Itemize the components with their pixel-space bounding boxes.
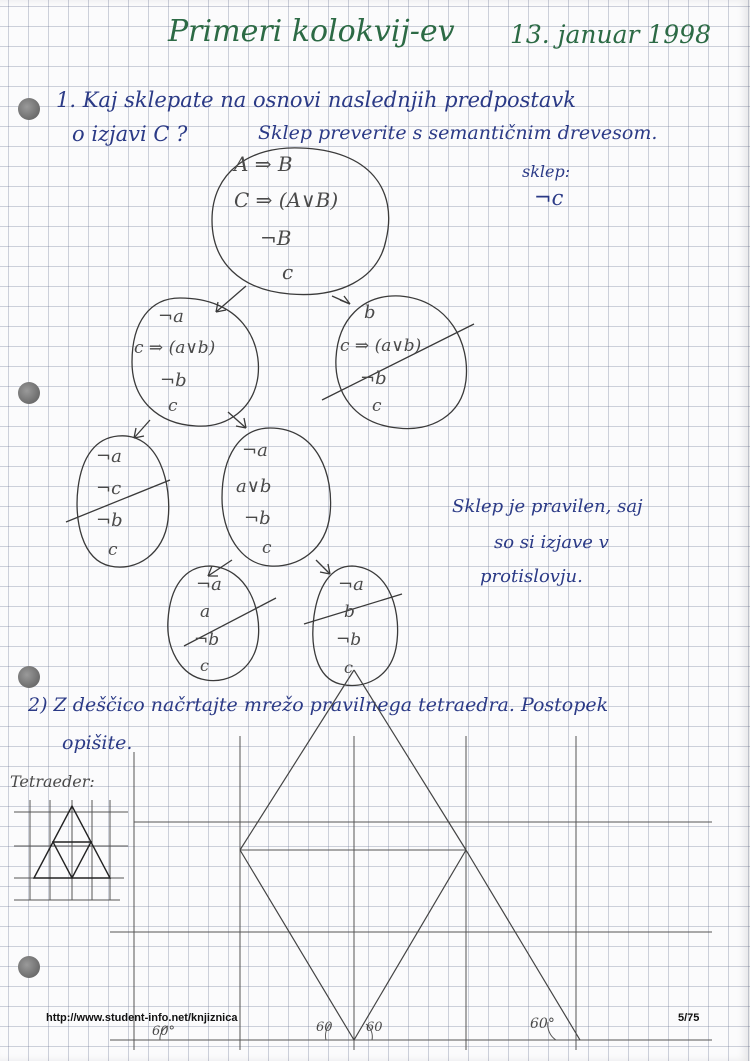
conclusion-note-1: Sklep je pravilen, saj (452, 496, 643, 517)
root-formula-1: A ⇒ B (234, 152, 293, 176)
lr-formula-3: ¬b (244, 508, 271, 529)
ll-formula-1: ¬a (96, 446, 122, 467)
lr-formula-2: a∨b (236, 476, 272, 497)
left-formula-1: ¬a (158, 306, 184, 327)
right-formula-1: b (364, 302, 376, 323)
conclusion-value: ¬c (534, 186, 564, 210)
left-formula-3: ¬b (160, 370, 187, 391)
footer-page-number: 5/75 (678, 1012, 700, 1024)
problem1-line1: 1. Kaj sklepate na osnovi naslednjih predpostavk (56, 88, 576, 112)
lrl-formula-2: a (200, 602, 211, 622)
lr-formula-4: c (262, 538, 272, 558)
lrl-formula-1: ¬a (196, 574, 222, 595)
lrl-formula-3: ¬b (194, 630, 220, 650)
root-formula-3: ¬B (260, 226, 292, 250)
footer-url: http://www.student-info.net/knjiznica (46, 1012, 238, 1024)
angle-label-3: 60 (366, 1020, 383, 1035)
right-formula-3: ¬b (360, 368, 387, 389)
right-formula-4: c (372, 396, 382, 416)
lrr-formula-3: ¬b (336, 630, 362, 650)
lrr-formula-1: ¬a (338, 574, 364, 595)
page-title: Primeri kolokvij-ev (168, 14, 455, 49)
page-date: 13. januar 1998 (510, 20, 711, 49)
lrr-formula-4: c (344, 658, 353, 677)
angle-label-2: 60 (316, 1020, 333, 1035)
tetrahedron-label: Tetraeder: (10, 772, 95, 791)
angle-label-4: 60° (530, 1016, 555, 1032)
left-formula-2: c ⇒ (a∨b) (134, 338, 216, 358)
problem1-instruction: Sklep preverite s semantičnim drevesom. (258, 122, 658, 144)
root-formula-2: C ⇒ (A∨B) (234, 188, 339, 212)
left-formula-4: c (168, 396, 178, 416)
ll-formula-3: ¬b (96, 510, 123, 531)
conclusion-note-3: protislovju. (480, 566, 583, 587)
lrl-formula-4: c (200, 656, 209, 675)
problem1-line2: o izjavi C ? (72, 122, 188, 146)
lr-formula-1: ¬a (242, 440, 268, 461)
problem2-line1: 2) Z deščico načrtajte mrežo pravilnega tetraedra. Postopek (28, 694, 609, 716)
right-formula-2: c ⇒ (a∨b) (340, 336, 422, 356)
problem2-line2: opišite. (62, 732, 133, 754)
lrr-formula-2: b (344, 602, 355, 622)
conclusion-label: sklep: (522, 162, 571, 181)
ll-formula-4: c (108, 540, 118, 560)
angle-label-1: 60° (152, 1024, 176, 1039)
root-formula-4: c (282, 260, 294, 284)
ll-formula-2: ¬c (96, 478, 122, 499)
conclusion-note-2: so si izjave v (494, 532, 609, 553)
